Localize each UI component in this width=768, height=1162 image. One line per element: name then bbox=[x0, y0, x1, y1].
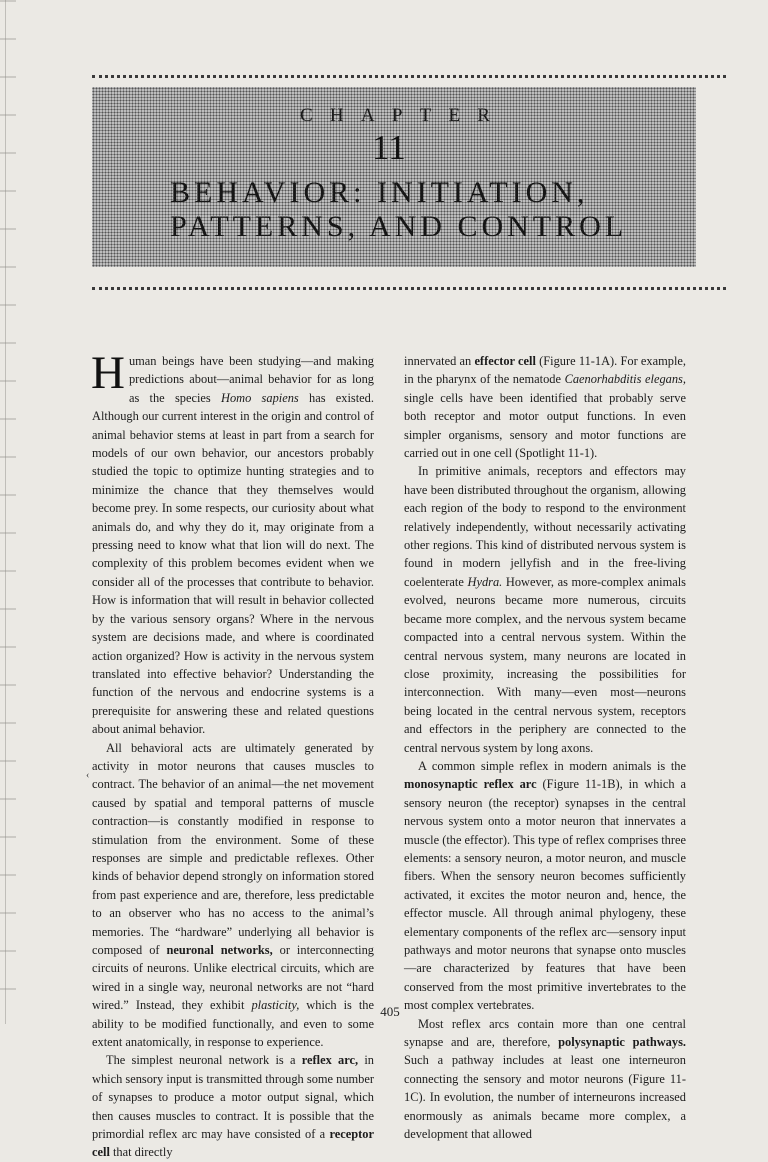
left-column bbox=[91, 347, 374, 1162]
bold-term: receptor cell bbox=[92, 1127, 374, 1160]
paragraph: A common simple reflex in modern animals is the monosynaptic reflex arc (Figure 11-1B), in which a sensory neuron (the receptor) synapses in the central nervous system onto a motor neuron that innervates a muscle (the effector). This type of reflex comprises three elements: a sensory neuron, a motor neuron, and muscle fibers. When the sensory neuron becomes sufficiently activated, it excites the motor neuron and, hence, the effector muscle. All through animal phylogeny, these elementary components of the reflex arc—sensory input pathways and motor neurons that synapse onto muscles—are characterized by features that have been conserved from the most primitive invertebrates to the most complex vertebrates. bbox=[404, 758, 687, 1013]
chapter-label-letter: C bbox=[300, 105, 313, 126]
chapter-title bbox=[170, 176, 690, 244]
margin-mark: ‹ bbox=[86, 770, 90, 781]
drop-cap: H bbox=[91, 347, 125, 399]
paragraph: The simplest neuronal network is a reflex arc, in which sensory input is transmitted through some number of synapses to produce a motor output signal, which then causes muscles to contract. It is possible that the primordial reflex arc may have consisted of a receptor cell that directly bbox=[92, 1053, 374, 1160]
bold-term: monosynaptic reflex arc bbox=[404, 777, 537, 792]
chapter-label-letter: H bbox=[329, 105, 344, 126]
bottom-dotted-rule bbox=[92, 287, 726, 290]
chapter-title-line: BEHAVIOR: INITIATION, bbox=[170, 176, 589, 209]
paragraph: Most reflex arcs contain more than one central synapse and are, therefore, polysynaptic pathways. Such a pathway includes at least one interneuron connecting the sensory and motor neurons (Figure 11-1C). In evolution, the number of interneurons increased enormously as animals became more complex, a development that allowed bbox=[404, 1016, 686, 1142]
italic-term: Caenorhabditis elegans, bbox=[564, 372, 686, 387]
chapter-label bbox=[300, 105, 490, 125]
bold-term: neuronal networks, bbox=[166, 943, 273, 957]
bold-term: effector cell bbox=[474, 354, 536, 368]
top-dotted-rule bbox=[92, 75, 726, 78]
italic-term: plasticity, bbox=[251, 998, 300, 1013]
bold-term: polysynaptic pathways. bbox=[558, 1035, 686, 1050]
chapter-label-letter: T bbox=[419, 105, 432, 126]
chapter-label-letter: P bbox=[391, 105, 403, 126]
chapter-label-letter: A bbox=[360, 105, 375, 126]
paragraph: innervated an effector cell (Figure 11-1A). For example, in the pharynx of the nematode Caenorhabditis elegans, single cells have been identified that probably serve both receptor and motor output functions. In even simpler organisms, sensory and motor functions are carried out in one cell (Spotlight 11-1). bbox=[404, 354, 686, 461]
binding-line bbox=[5, 0, 6, 1024]
page-number: 405 bbox=[380, 1004, 400, 1019]
chapter-label-letter: R bbox=[477, 105, 490, 126]
bold-term: reflex arc, bbox=[301, 1053, 359, 1068]
chapter-label-letter: E bbox=[448, 105, 461, 126]
chapter-title-line: PATTERNS, AND CONTROL bbox=[170, 210, 628, 243]
chapter-number: 11 bbox=[372, 128, 406, 167]
italic-term: Hydra. bbox=[467, 574, 503, 589]
right-column bbox=[404, 352, 686, 1143]
italic-term: Homo sapiens bbox=[221, 390, 299, 405]
paragraph-text: uman beings have been studying—and making predictions about—animal behavior for as long as the species Homo sapiens has existed. Although our current interest in the origin and control of animal behavior stems at least in part from a search for models of our own behavior, our ancestors probably studied the topic to optimize hunting strategies and to minimize the chance that they themselves would become prey. In some respects, our curiosity about what animals do, and why they do it, may originate from a pressing need to know what that lion will do next. The complexity of this problem becomes evident when we consider all of the processes that contribute to behavior. How is information that will result in behavior collected by the various sensory organs? Where in the nervous system are decisions made, and where is coordinated action organized? How is activity in the nervous system translated into effective behavior? Understanding the function of the nervous and endocrine systems is a prerequisite for answering these and related questions about animal behavior. bbox=[92, 354, 374, 737]
paragraph bbox=[91, 347, 374, 739]
paragraph: All behavioral acts are ultimately generated by activity in motor neurons that causes muscles to contract. The behavior of an animal—the net movement caused by spatial and temporal patterns of muscle contraction—is constantly modified in response to stimulation from the environment. Some of these responses are simple and predictable reflexes. Other kinds of behavior depend strongly on information stored from past experience and are, therefore, less predictable to an observer who has no access to the animal’s memories. The “hardware” underlying all behavior is composed of neuronal networks, or interconnecting circuits of neurons. Unlike electrical circuits, which are wired in a single way, neuronal networks are not “hard wired.” Instead, they exhibit plasticity, which is the ability to be modified functionally, and even to some extent anatomically, in response to experience. bbox=[92, 740, 374, 1050]
paragraph: In primitive animals, receptors and effectors may have been distributed throughout the organism, allowing each region of the body to respond to the environment relatively independently, without necessarily activating other regions. This kind of distributed nervous system is found in modern jellyfish and in the free-living coelenterate Hydra. However, as more-complex animals evolved, neurons became more numerous, circuits became more complex, and the nervous system became compacted into a central nervous system. Within the central nervous system, many neurons are located in close proximity, increasing the possibilities for interconnection. With many—even most—neurons being located in the central nervous system, receptors and effectors in the periphery are connected to the central nervous system by long axons. bbox=[404, 464, 686, 755]
binding-shadow bbox=[0, 0, 16, 1024]
